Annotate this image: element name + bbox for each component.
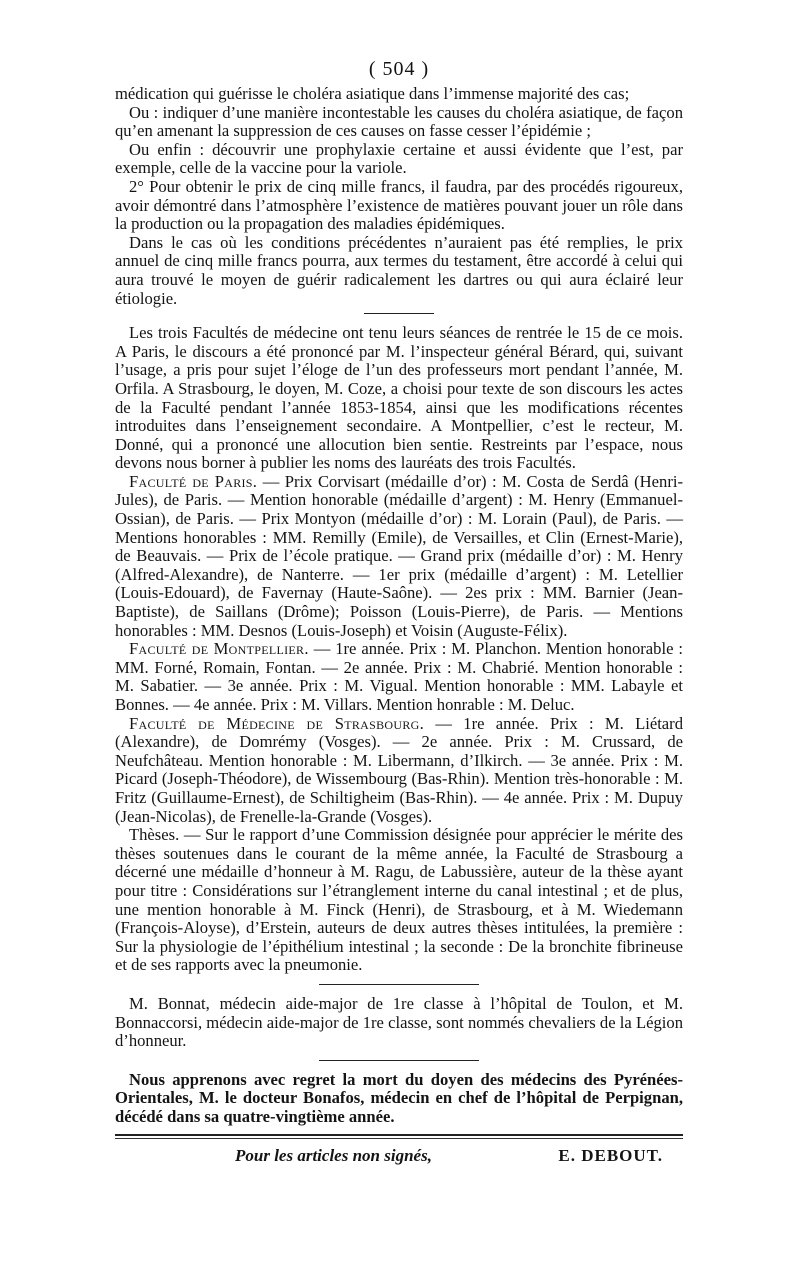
document-page [115,58,683,1166]
signature-block [115,1146,683,1166]
paragraph-faculte-montpellier [115,640,683,714]
paragraph-bonnat: M. Bonnat, médecin aide-major de 1re classe à l’hôpital de Toulon, et M. Bonnaccorsi, médecin aide-major de 1re classe, sont nommés chevaliers de la Légion d’honneur. [115,993,683,1051]
closing-rule [115,1132,683,1142]
paragraph-faculte-strasbourg [115,715,683,827]
paragraph-bonafos: Nous apprenons avec regret la mort du doyen des médecins des Pyrénées-Orientales, M. le docteur Bonafos, médecin en chef de l’hôpital de Perpignan, décédé dans sa quatre-vingtième année. [115,1069,683,1126]
paragraph-theses: Thèses. — Sur le rapport d’une Commission désignée pour apprécier le mérite des thèses soutenues dans le courant de la même année, la Faculté de Strasbourg a décerné une médaille d’honneur à M. Ragu, de Labussière, auteur de la thèse ayant pour titre : Considérations sur l’étranglement interne du canal intestinal ; et de plus, une mention honorable à M. Finck (Henri), de Strasbourg, et à M. Wiedemann (François-Aloyse), d’Erstein, auteurs de deux autres thèses intitulées, la première : Sur la physiologie de l’épithélium intestinal ; la seconde : De la bronchite fibrineuse et de ses rapports avec la pneumonie. [115,825,683,975]
paragraph-medication: médication qui guérisse le choléra asiatique dans l’immense majorité des cas; [115,84,630,103]
paragraph-faculte-paris [115,473,683,640]
faculte-montpellier-label: Faculté de Montpellier. [129,639,309,659]
paragraph-ou-enfin: Ou enfin : découvrir une prophylaxie certaine et aussi évidente que l’est, par exemple, celle de la vaccine pour la variole. [115,139,683,178]
faculte-strasbourg-text: — 1re année. Prix : M. Liétard (Alexandre), de Domrémy (Vosges). — 2e année. Prix : M. Crussard, de Neufchâteau. Mention honorable : M. Libermann, d’Ilkirch. — 3e année. Prix : M. Picard (Joseph-Théodore), de Wissembourg (Bas-Rhin). Mention très-honorable : M. Fritz (Guillaume-Ernest), de Schiltigheim (Bas-Rhin). — 4e année. Prix : M. Dupuy (Jean-Nicolas), de Frenelle-la-Grande (Vosges). [115,713,683,826]
paragraph-prix-cinq-mille: 2° Pour obtenir le prix de cinq mille francs, il faudra, par des procédés rigoureux, avoir démontré dans l’atmosphère l’existence de matières pouvant jouer un rôle dans la production ou la propagation des maladies épidémiques. [115,176,683,234]
signature-note: Pour les articles non signés, [235,1146,432,1166]
closing-rule-line [115,1134,683,1136]
paragraph-facultes-rentree: Les trois Facultés de médecine ont tenu leurs séances de rentrée le 15 de ce mois. A Paris, le discours a été prononcé par M. l’inspecteur général Bérard, qui, suivant l’usage, a pris pour sujet l’éloge de l’un des professeurs mort pendant l’année, M. Orfila. A Strasbourg, le doyen, M. Coze, a choisi pour texte de son discours les actes de la Faculté pendant l’année 1853-1854, ainsi que les modifications récentes introduites dans l’enseignement secondaire. A Montpellier, c’est le recteur, M. Donné, qui a prononcé une allocution bien sentie. Restreints par l’espace, nous devons nous borner à publier les noms des lauréats des trois Facultés. [115,323,683,473]
section-separator [319,1060,479,1061]
paragraph-conditions: Dans le cas où les conditions précédentes n’auraient pas été remplies, le prix annuel de cinq mille francs pourra, aux termes du testament, être accordé à celui qui aura trouvé le moyen de guérir radicalement les dartres ou qui aura éclairé leur étiologie. [115,232,683,308]
paragraph-ou-indiquer: Ou : indiquer d’une manière incontestable les causes du choléra asiatique, de façon qu’en amenant la suppression de ces causes on fasse cesser l’épidémie ; [115,102,683,141]
section-separator [319,984,479,985]
faculte-strasbourg-label: Faculté de Médecine de Strasbourg. [129,713,425,733]
section-separator [364,313,434,314]
faculte-montpellier-text: — 1re année. Prix : M. Planchon. Mention honorable : MM. Forné, Romain, Fontan. — 2e année. Prix : M. Chabrié. Mention honorable : M. Sabatier. — 3e année. Prix : M. Vigual. Mention honorable : MM. Labayle et Bonnes. — 4e année. Prix : M. Villars. Mention honrable : M. Deluc. [115,639,683,714]
closing-rule-line [115,1138,683,1139]
faculte-paris-text: — Prix Corvisart (médaille d’or) : M. Costa de Serdâ (Henri-Jules), de Paris. — Mention honorable (médaille d’argent) : M. Henry (Emmanuel-Ossian), de Paris. — Prix Montyon (médaille d’or) : M. Lorain (Paul), de Paris. — Mentions honorables : MM. Remilly (Emile), de Versailles, et Clin (Ernest-Marie), de Beauvais. — Prix de l’école pratique. — Grand prix (médaille d’or) : M. Henry (Alfred-Alexandre), de Nanterre. — 1er prix (médaille d’argent) : M. Letellier (Louis-Edouard), de Favernay (Haute-Saône). — 2es prix : MM. Barnier (Jean-Baptiste), de Saillans (Drôme); Poisson (Louis-Pierre), de Paris. — Mentions honorables : MM. Desnos (Louis-Joseph) et Voisin (Auguste-Félix). [115,471,683,640]
page-number: ( 504 ) [368,58,430,80]
signature-author: E. DEBOUT. [558,1146,663,1166]
faculte-paris-label: Faculté de Paris. [129,471,258,491]
